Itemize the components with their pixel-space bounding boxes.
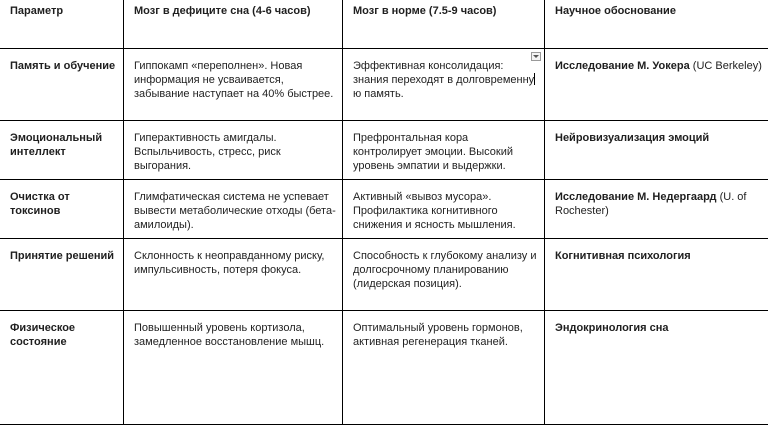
science-source: Исследование М. Уокера xyxy=(555,60,690,72)
table-row xyxy=(0,311,768,425)
science-source: Исследование М. Недергаард xyxy=(555,191,717,203)
deficit-cell[interactable]: Глимфатическая система не успевает вывести метаболические отходы (бета-амилоиды). xyxy=(124,180,343,239)
header-cell-parameter[interactable]: Параметр xyxy=(0,0,124,49)
science-cell[interactable] xyxy=(545,311,768,425)
header-cell-normal[interactable]: Мозг в норме (7.5-9 часов) xyxy=(343,0,545,49)
cell-dropdown-icon[interactable] xyxy=(531,52,541,61)
text-cursor xyxy=(534,73,535,85)
normal-text-before-cursor: Эффективная консолидация: знания переходят в долговременну xyxy=(353,60,534,86)
science-affiliation: (UC Berkeley) xyxy=(690,60,762,72)
science-source: Эндокринология сна xyxy=(555,322,669,334)
table-row xyxy=(0,239,768,311)
header-cell-science[interactable]: Научное обоснование xyxy=(545,0,768,49)
param-cell[interactable]: Очистка от токсинов xyxy=(0,180,124,239)
normal-cell[interactable]: Оптимальный уровень гормонов, активная регенерация тканей. xyxy=(343,311,545,425)
science-affiliation: (U. of Rochester) xyxy=(555,191,746,217)
science-source: Нейровизуализация эмоций xyxy=(555,132,709,144)
science-source: Когнитивная психология xyxy=(555,250,691,262)
deficit-cell[interactable]: Повышенный уровень кортизола, замедленное восстановление мышц. xyxy=(124,311,343,425)
normal-cell-active[interactable] xyxy=(343,49,545,121)
normal-cell[interactable]: Способность к глубокому анализу и долгосрочному планированию (лидерская позиция). xyxy=(343,239,545,311)
normal-cell[interactable]: Префронтальная кора контролирует эмоции. Высокий уровень эмпатии и выдержки. xyxy=(343,121,545,180)
normal-text-after-cursor: ю память. xyxy=(353,88,404,100)
science-cell[interactable] xyxy=(545,121,768,180)
normal-cell[interactable]: Активный «вывоз мусора». Профилактика когнитивного снижения и ясность мышления. xyxy=(343,180,545,239)
science-cell[interactable] xyxy=(545,49,768,121)
table-row xyxy=(0,49,768,121)
param-cell[interactable]: Физическое состояние xyxy=(0,311,124,425)
deficit-cell[interactable]: Гиперактивность амигдалы. Вспыльчивость, стресс, риск выгорания. xyxy=(124,121,343,180)
deficit-cell[interactable]: Гиппокамп «переполнен». Новая информация не усваивается, забывание наступает на 40% быстрее. xyxy=(124,49,343,121)
table-row xyxy=(0,180,768,239)
science-cell[interactable] xyxy=(545,239,768,311)
param-cell[interactable]: Эмоциональный интеллект xyxy=(0,121,124,180)
deficit-cell[interactable]: Склонность к неоправданному риску, импульсивность, потеря фокуса. xyxy=(124,239,343,311)
table-row xyxy=(0,121,768,180)
table-header-row xyxy=(0,0,768,49)
param-cell[interactable]: Принятие решений xyxy=(0,239,124,311)
science-cell[interactable] xyxy=(545,180,768,239)
param-cell[interactable]: Память и обучение xyxy=(0,49,124,121)
header-cell-deficit[interactable]: Мозг в дефиците сна (4-6 часов) xyxy=(124,0,343,49)
